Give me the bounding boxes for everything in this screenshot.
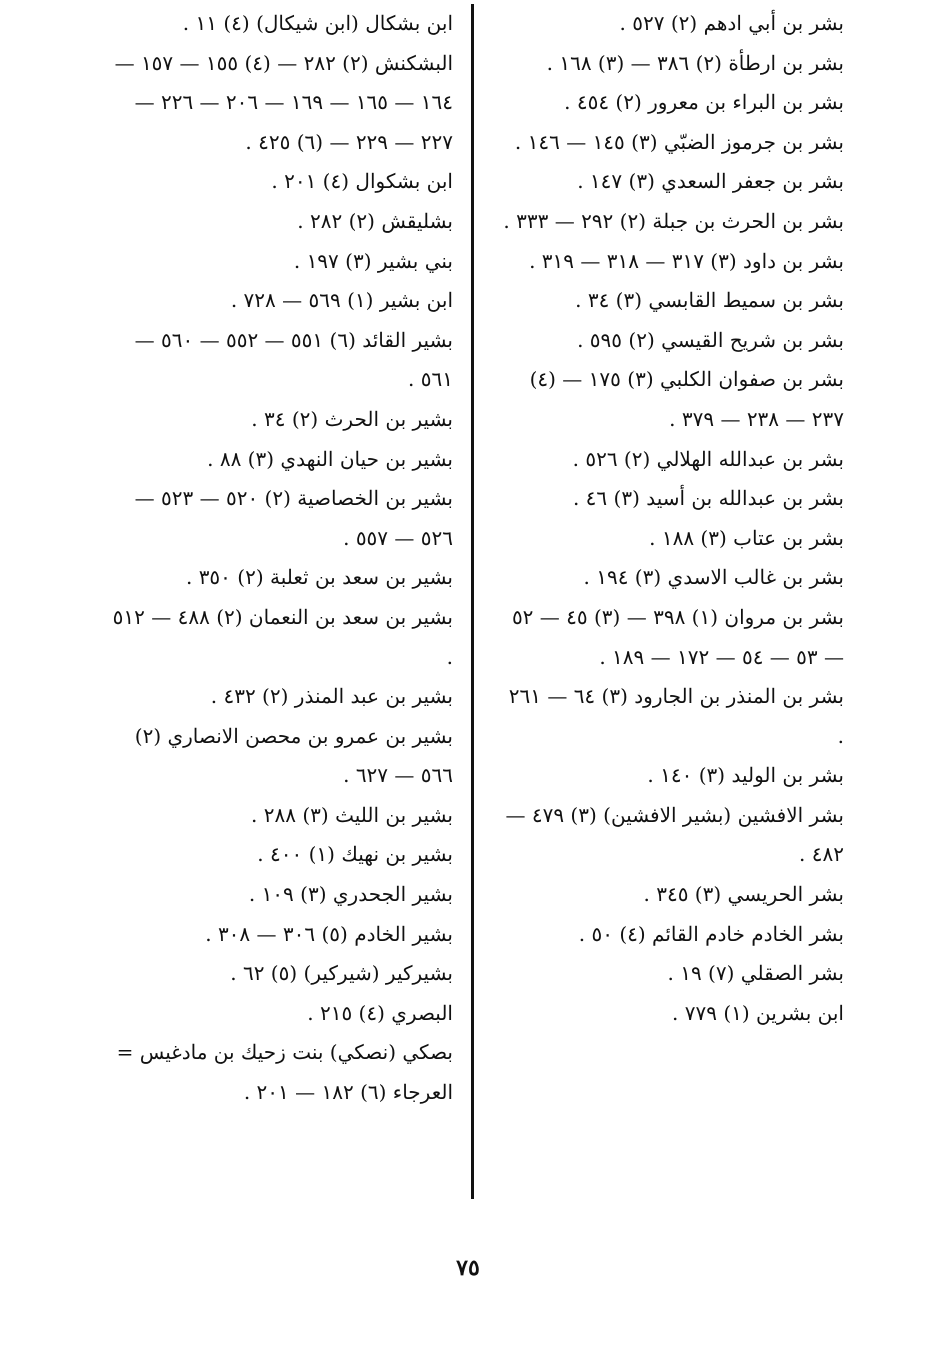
index-entry: بشر بن الحرث بن جبلة (٢) ٢٩٢ — ٣٣٣ . (503, 208, 844, 233)
index-entry: ابن بشكال (ابن شيكال) (٤) ١١ . (182, 11, 453, 35)
index-entry: بشر بن صفوان الكلبي (٣) ١٧٥ — (٤) ٢٣٧ — ٢٣٨ — ٣٧٩ . (529, 367, 844, 431)
index-column-left (107, 4, 453, 1113)
column-divider (471, 4, 474, 1199)
index-entry: ابن بشير (١) ٥٦٩ — ٧٢٨ . (230, 288, 453, 313)
index-column-right (498, 4, 844, 1033)
index-entry: بشر بن داود (٣) ٣١٧ — ٣١٨ — ٣١٩ . (529, 248, 844, 273)
index-entry: بشير بن الحرث (٢) ٣٤ . (251, 406, 453, 431)
index-entry: بشر بن ارطأة (٢) ٣٨٦ — (٣) ١٦٨ . (546, 50, 844, 75)
index-entry: بشر بن عبدالله بن أسيد (٣) ٤٦ . (572, 486, 844, 511)
index-entry: بشير بن حيان النهدي (٣) ٨٨ . (207, 446, 453, 471)
index-entry: بشر بن مروان (١) ٣٩٨ — (٣) ٤٥ — ٥٢ — ٥٣ — ٥٤ — ١٧٢ — ١٨٩ . (511, 604, 844, 669)
index-entry: بشر الحريسي (٣) ٣٤٥ . (643, 882, 844, 907)
index-entry: بشر بن المنذر بن الجارود (٣) ٦٤ — ٢٦١ . (508, 684, 844, 748)
index-entry: بشر الصقلي (٧) ١٩ . (667, 961, 844, 986)
index-entry: بشير بن عبد المنذر (٢) ٤٣٢ . (210, 684, 453, 709)
index-entry: بشير القائد (٦) ٥٥١ — ٥٥٢ — ٥٦٠ — ٥٦١ . (134, 327, 453, 392)
index-entry: بني بشير (٣) ١٩٧ . (293, 248, 453, 273)
index-entry: بشر بن جعفر السعدي (٣) ١٤٧ . (577, 169, 844, 194)
index-entry: بشير بن سعد بن النعمان (٢) ٤٨٨ — ٥١٢ . (112, 604, 453, 669)
index-entry: بشر بن عبدالله الهلالي (٢) ٥٢٦ . (572, 446, 844, 471)
index-entry: بشير بن الليث (٣) ٢٨٨ . (251, 802, 453, 827)
index-entry: بشير بن سعد بن ثعلبة (٢) ٣٥٠ . (185, 565, 453, 590)
index-entry: بشر بن غالب الاسدي (٣) ١٩٤ . (583, 565, 844, 590)
index-entry: بشير بن الخصاصية (٢) ٥٢٠ — ٥٢٣ — ٥٢٦ — ٥٥٧ . (134, 486, 453, 550)
index-entry: بشير بن عمرو بن محصن الانصاري (٢) ٥٦٦ — ٦٢٧ . (134, 723, 453, 788)
page-number: ٧٥ (456, 1255, 480, 1281)
index-entry: بشر بن الوليد (٣) ١٤٠ . (647, 763, 844, 788)
index-entry: بشر بن جرموز الضبّي (٣) ١٤٥ — ١٤٦ . (514, 129, 844, 154)
index-entry: بشليقش (٢) ٢٨٢ . (297, 208, 453, 233)
index-entry: بشير الجحدري (٣) ١٠٩ . (248, 882, 453, 907)
index-entry: بشر بن شريح القيسي (٢) ٥٩٥ . (577, 327, 844, 352)
index-entry: بشر الخادم خادم القائم (٤) ٥٠ . (578, 921, 844, 946)
index-entry: ابن بشكوال (٤) ٢٠١ . (271, 169, 453, 194)
index-entry: بصكي (نصكي) بنت زحيك بن مادغيس = العرجاء (٦) ١٨٢ — ٢٠١ . (116, 1040, 453, 1105)
index-entry: بشير الخادم (٥) ٣٠٦ — ٣٠٨ . (205, 921, 453, 946)
index-entry: ابن بشرين (١) ٧٧٩ . (672, 1000, 844, 1025)
index-entry: البصري (٤) ٢١٥ . (307, 1000, 453, 1025)
index-entry: البشكنش (٢) ٢٨٢ — (٤) ١٥٥ — ١٥٧ — ١٦٤ — ١٦٥ — ١٦٩ — ٢٠٦ — ٢٢٦ — ٢٢٧ — ٢٢٩ — (٦) ٤٢٥ . (114, 50, 453, 154)
index-entry: بشر بن البراء بن معرور (٢) ٤٥٤ . (564, 90, 844, 115)
index-entry: بشيركير (شيركير) (٥) ٦٢ . (230, 961, 453, 986)
index-entry: بشر بن سميط القابسي (٣) ٣٤ . (575, 288, 844, 313)
index-entry: بشر الافشين (بشير الافشين) (٣) ٤٧٩ — ٤٨٢ . (505, 802, 844, 867)
index-entry: بشر بن أبي ادهم (٢) ٥٢٧ . (619, 11, 844, 35)
index-entry: بشر بن عتاب (٣) ١٨٨ . (649, 525, 844, 550)
index-entry: بشير بن نهيك (١) ٤٠٠ . (257, 842, 453, 867)
